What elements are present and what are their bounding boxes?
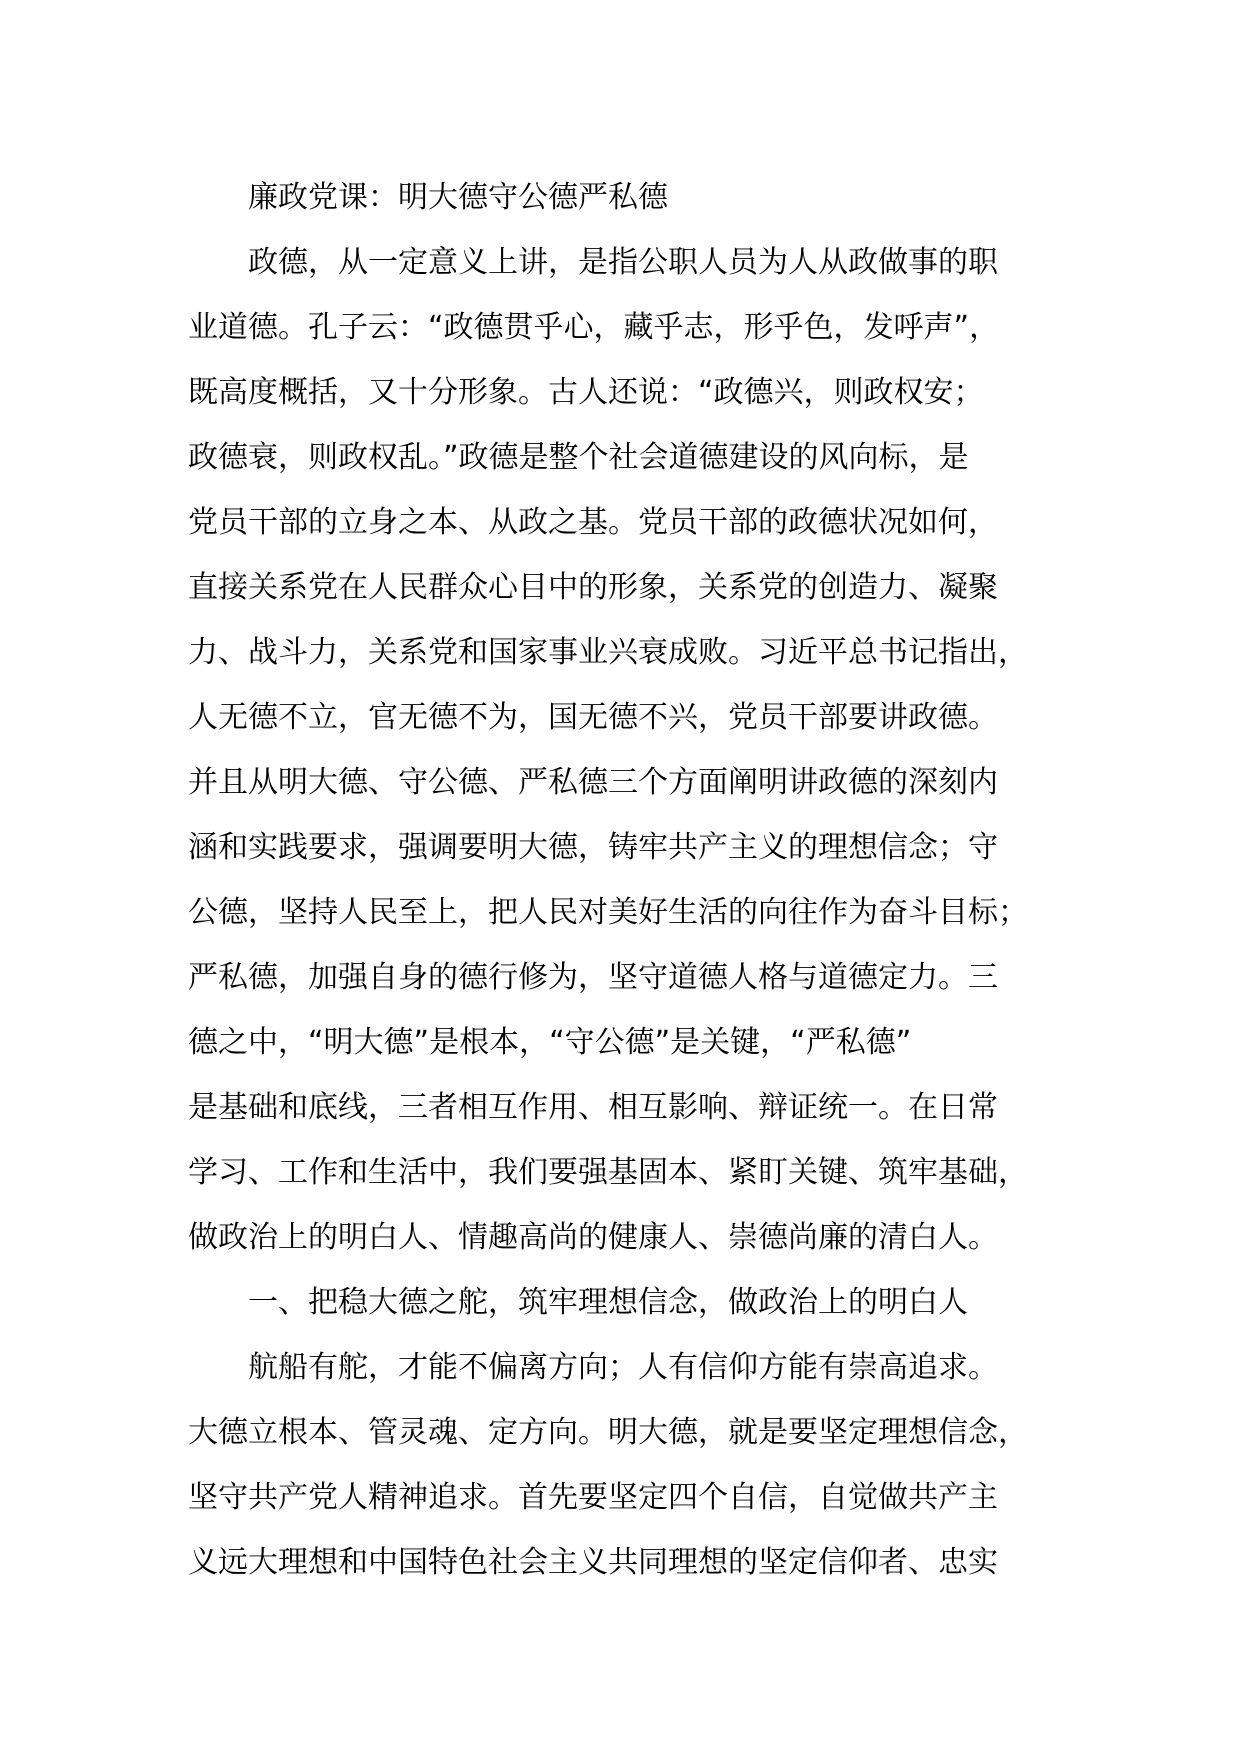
paragraph-2-line-3: 坚守共产党人精神追求。首先要坚定四个自信，自觉做共产主 [188,1480,998,1515]
document-title: 廉政党课：明大德守公德严私德 [248,180,668,215]
paragraph-1-line-13: 德之中，“明大德”是根本，“守公德”是关键，“严私德” [188,1025,912,1060]
paragraph-1-line-3: 既高度概括，又十分形象。古人还说：“政德兴，则政权安； [188,375,984,410]
paragraph-1-line-9: 并且从明大德、守公德、严私德三个方面阐明讲政德的深刻内 [188,765,998,800]
section-1-heading: 一、把稳大德之舵，筑牢理想信念，做政治上的明白人 [248,1285,968,1320]
paragraph-1-line-10: 涵和实践要求，强调要明大德，铸牢共产主义的理想信念；守 [188,830,998,865]
paragraph-2-line-2: 大德立根本、管灵魂、定方向。明大德，就是要坚定理想信念， [188,1415,1028,1450]
paragraph-1-line-7: 力、战斗力，关系党和国家事业兴衰成败。习近平总书记指出， [188,635,1028,670]
paragraph-2-line-4: 义远大理想和中国特色社会主义共同理想的坚定信仰者、忠实 [188,1545,998,1580]
paragraph-1-line-15: 学习、工作和生活中，我们要强基固本、紧盯关键、筑牢基础， [188,1155,1028,1190]
paragraph-1-line-14: 是基础和底线，三者相互作用、相互影响、辩证统一。在日常 [188,1090,998,1125]
paragraph-1-line-1: 政德，从一定意义上讲，是指公职人员为人从政做事的职 [248,245,998,280]
document-body [188,165,1092,1595]
paragraph-1-line-4: 政德衰，则政权乱。”政德是整个社会道德建设的风向标，是 [188,440,969,475]
paragraph-1-line-5: 党员干部的立身之本、从政之基。党员干部的政德状况如何， [188,505,998,540]
paragraph-1-line-16: 做政治上的明白人、情趣高尚的健康人、崇德尚廉的清白人。 [188,1220,998,1255]
paragraph-1-line-6: 直接关系党在人民群众心目中的形象，关系党的创造力、凝聚 [188,570,998,605]
paragraph-1-line-2: 业道德。孔子云：“政德贯乎心，藏乎志，形乎色，发呼声”， [188,310,1000,345]
paragraph-2-line-1: 航船有舵，才能不偏离方向；人有信仰方能有崇高追求。 [248,1350,998,1385]
paragraph-1-line-11: 公德，坚持人民至上，把人民对美好生活的向往作为奋斗目标； [188,895,1028,930]
paragraph-1-line-8: 人无德不立，官无德不为，国无德不兴，党员干部要讲政德。 [188,700,998,735]
paragraph-1-line-12: 严私德，加强自身的德行修为，坚守道德人格与道德定力。三 [188,960,998,995]
